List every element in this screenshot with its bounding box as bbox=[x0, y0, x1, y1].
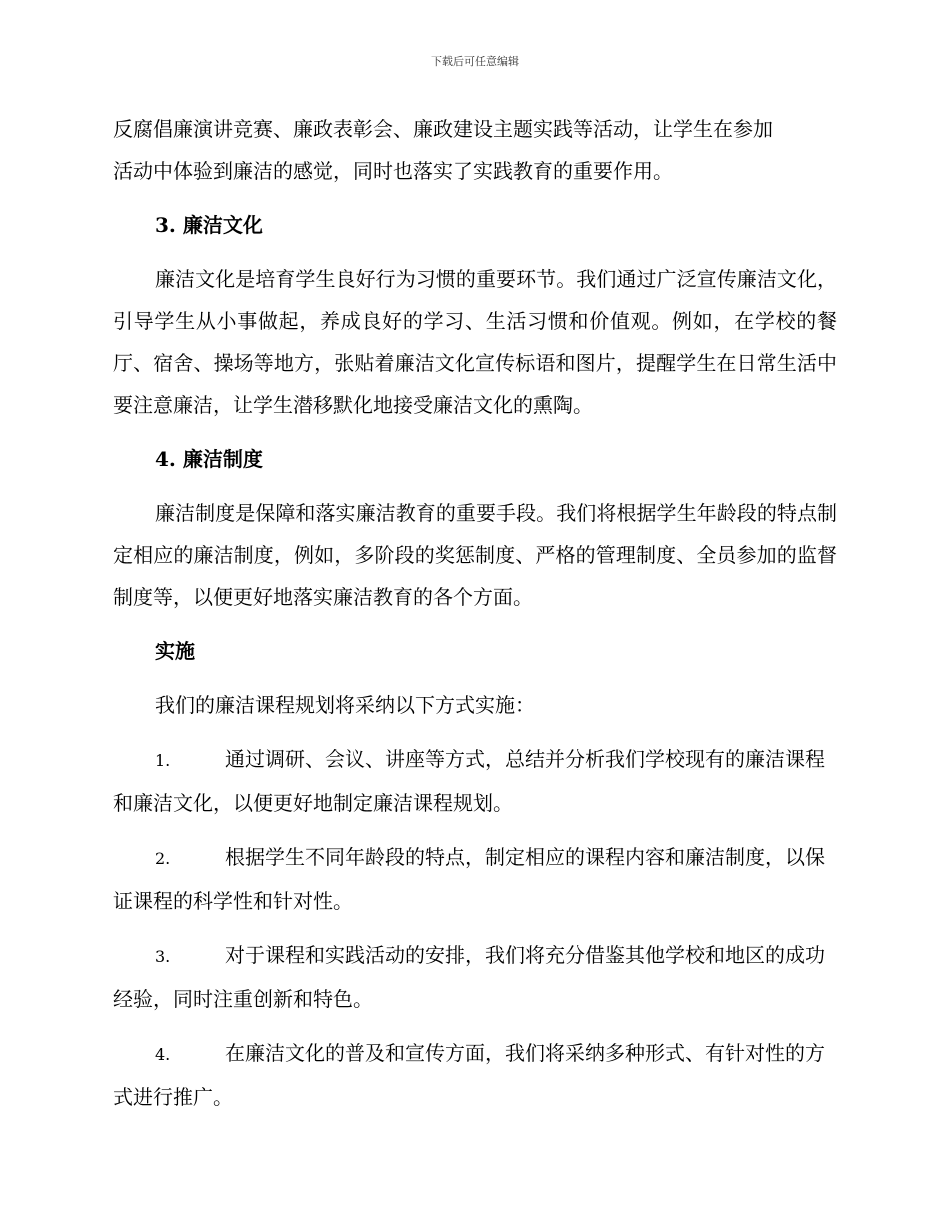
list-item-text: 在廉洁文化的普及和宣传方面，我们将采纳多种形式、有针对性的方式进行推广。 bbox=[113, 1041, 825, 1109]
document-body bbox=[113, 108, 837, 1118]
intro-line-2: 活动中体验到廉洁的感觉，同时也落实了实践教育的重要作用。 bbox=[113, 159, 673, 183]
page-header: 下载后可任意编辑 bbox=[431, 55, 519, 68]
list-item-text: 根据学生不同年龄段的特点，制定相应的课程内容和廉洁制度，以保证课程的科学性和针对性。 bbox=[113, 845, 825, 913]
implementation-intro: 我们的廉洁课程规划将采纳以下方式实施： bbox=[155, 693, 535, 717]
list-item bbox=[113, 1032, 837, 1118]
list-item-text: 通过调研、会议、讲座等方式，总结并分析我们学校现有的廉洁课程和廉洁文化，以便更好地制定廉洁课程规划。 bbox=[113, 747, 825, 815]
section-3-paragraph: 廉洁文化是培育学生良好行为习惯的重要环节。我们通过广泛宣传廉洁文化，引导学生从小事做起，养成良好的学习、生活习惯和价值观。例如，在学校的餐厅、宿舍、操场等地方，张贴着廉洁文化宣传标语和图片，提醒学生在日常生活中要注意廉洁，让学生潜移默化地接受廉洁文化的熏陶。 bbox=[113, 267, 837, 417]
section-4-heading: 4. 廉洁制度 bbox=[155, 447, 263, 471]
list-item-number: 2. bbox=[155, 849, 171, 868]
list-item-number: 1. bbox=[155, 751, 171, 770]
section-4-paragraph: 廉洁制度是保障和落实廉洁教育的重要手段。我们将根据学生年龄段的特点制定相应的廉洁制度，例如，多阶段的奖惩制度、严格的管理制度、全员参加的监督制度等，以便更好地落实廉洁教育的各个方面。 bbox=[113, 501, 837, 609]
list-item bbox=[113, 836, 837, 922]
list-item-text: 对于课程和实践活动的安排，我们将充分借鉴其他学校和地区的成功经验，同时注重创新和特色。 bbox=[113, 943, 825, 1011]
list-item bbox=[113, 934, 837, 1020]
implementation-heading: 实施 bbox=[155, 639, 195, 663]
list-item-number: 4. bbox=[155, 1045, 171, 1064]
list-item-number: 3. bbox=[155, 947, 171, 966]
section-3-heading: 3. 廉洁文化 bbox=[155, 213, 263, 237]
list-item bbox=[113, 738, 837, 824]
intro-line-1: 反腐倡廉演讲竞赛、廉政表彰会、廉政建设主题实践等活动，让学生在参加 bbox=[113, 117, 773, 141]
